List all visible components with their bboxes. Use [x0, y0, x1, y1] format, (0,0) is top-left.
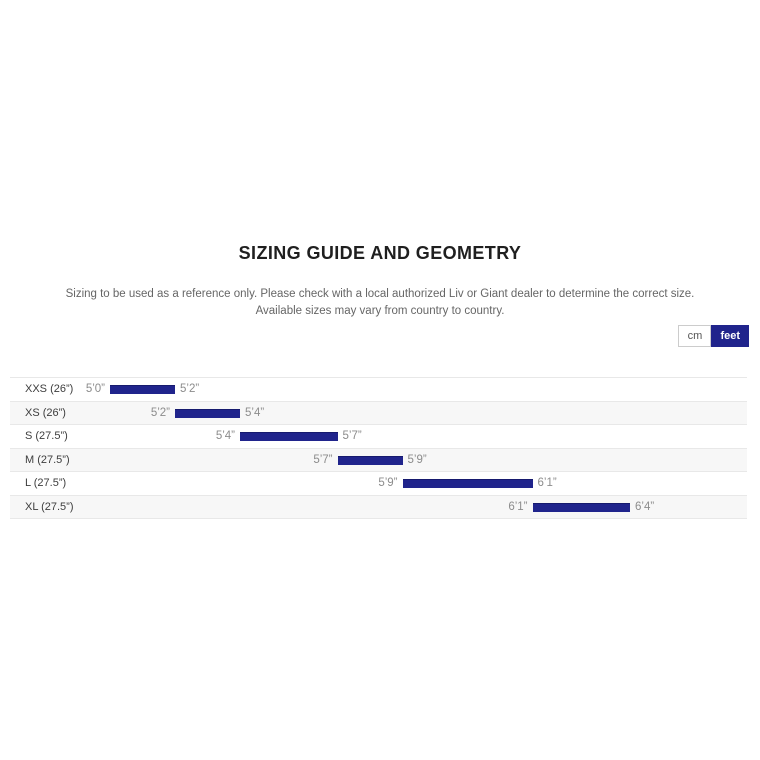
height-range-bar: [240, 432, 338, 441]
frame-size-label: M (27.5”): [25, 453, 70, 466]
chart-row: [10, 448, 747, 472]
frame-size-label: XL (27.5”): [25, 500, 74, 513]
chart-row: [10, 471, 747, 495]
sizing-disclaimer-line2: Available sizes may vary from country to country.: [255, 305, 505, 317]
sizing-disclaimer-line1: Sizing to be used as a reference only. Please check with a local authorized Liv or Giant dealer to determine the correct size.: [65, 288, 695, 300]
chart-row: [10, 401, 747, 425]
chart-row: [10, 424, 747, 448]
height-range-bar: [403, 479, 533, 488]
range-min-label: 5’4”: [215, 430, 235, 443]
range-min-label: 6’1”: [508, 500, 528, 513]
range-min-label: 5’9”: [378, 477, 398, 490]
unit-toggle: [678, 325, 749, 347]
sizing-disclaimer: [40, 286, 720, 320]
height-range-bar: [175, 409, 240, 418]
size-chart: [10, 377, 747, 519]
range-max-label: 5’9”: [407, 453, 427, 466]
page-title: SIZING GUIDE AND GEOMETRY: [238, 243, 522, 263]
height-range-bar: [110, 385, 175, 394]
frame-size-label: XS (26”): [25, 406, 66, 419]
height-range-bar: [533, 503, 631, 512]
frame-size-label: XXS (26”): [25, 383, 74, 396]
range-max-label: 6’1”: [537, 477, 557, 490]
height-range-bar: [338, 456, 403, 465]
range-max-label: 5’4”: [245, 406, 265, 419]
unit-toggle-feet-button[interactable]: feet: [711, 325, 749, 347]
chart-row: [10, 495, 747, 519]
chart-row: [10, 377, 747, 401]
unit-toggle-cm-button[interactable]: cm: [678, 325, 711, 347]
range-min-label: 5’2”: [150, 406, 170, 419]
range-max-label: 6’4”: [635, 500, 655, 513]
range-max-label: 5’2”: [180, 383, 200, 396]
frame-size-label: S (27.5”): [25, 430, 68, 443]
range-max-label: 5’7”: [342, 430, 362, 443]
range-min-label: 5’0”: [85, 383, 105, 396]
range-min-label: 5’7”: [313, 453, 333, 466]
frame-size-label: L (27.5”): [25, 477, 67, 490]
